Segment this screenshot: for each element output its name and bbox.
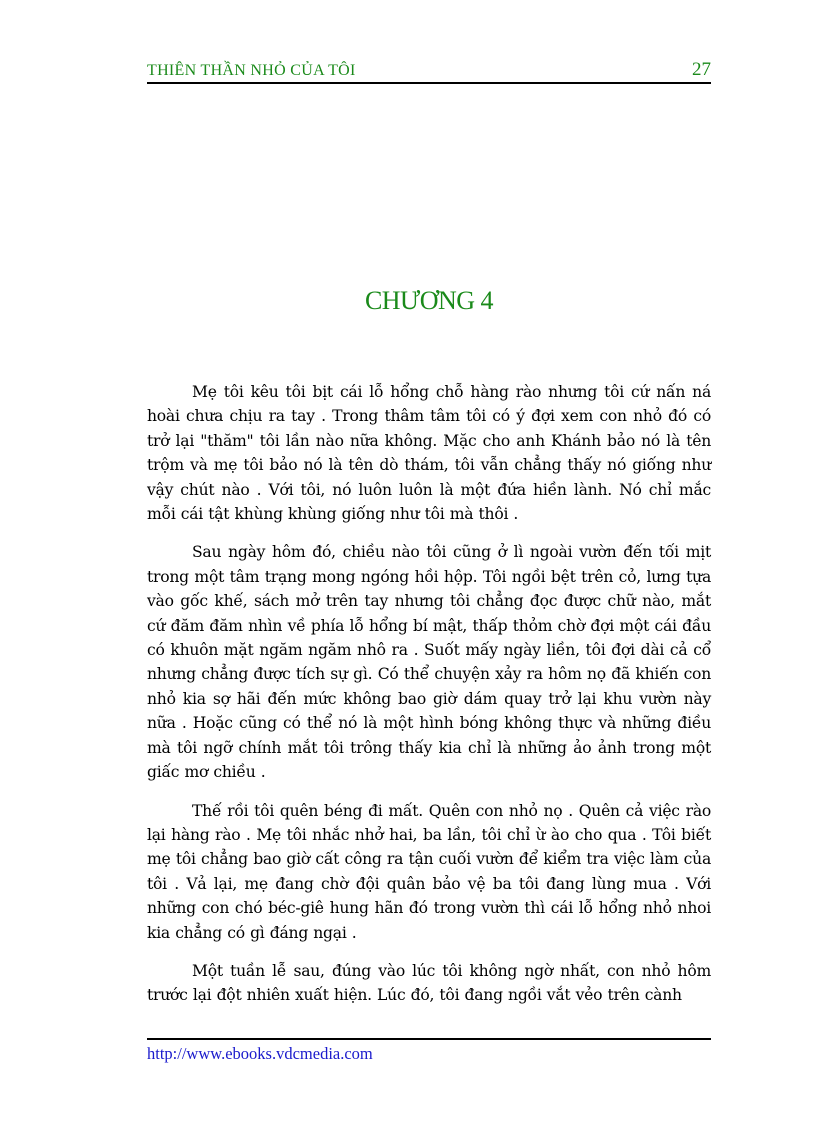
paragraph: Một tuần lễ sau, đúng vào lúc tôi không ngờ nhất, con nhỏ hôm trước lại đột nhiên xuất hiện. Lúc đó, tôi đang ngồi vắt vẻo trên cành <box>147 961 711 1005</box>
book-title: THIÊN THẦN NHỎ CỦA TÔI <box>147 62 356 79</box>
website-link[interactable]: http://www.ebooks.vdcmedia.com <box>147 1044 373 1063</box>
paragraph: Sau ngày hôm đó, chiều nào tôi cũng ở lì ngoài vườn đến tối mịt trong một tâm trạng mong ngóng hồi hộp. Tôi ngồi bệt trên cỏ, lưng tựa vào gốc khế, sách mở trên tay nhưng tôi chẳng đọc được chữ nào, mắt cứ đăm đăm nhìn về phía lỗ hổng bí mật, thấp thỏm chờ đợi một cái đầu có khuôn mặt ngăm ngăm nhô ra . Suốt mấy ngày liền, tôi đợi dài cả cổ nhưng chẳng được tích sự gì. Có thể chuyện xảy ra hôm nọ đã khiến con nhỏ kia sợ hãi đến mức không bao giờ dám quay trở lại khu vườn này nữa . Hoặc cũng có thể nó là một hình bóng không thực và những điều mà tôi ngỡ chính mắt tôi trông thấy kia chỉ là những ảo ảnh trong một giấc mơ chiều . <box>147 543 711 782</box>
body-text <box>147 380 711 1022</box>
paragraph: Mẹ tôi kêu tôi bịt cái lỗ hổng chỗ hàng rào nhưng tôi cứ nấn ná hoài chưa chịu ra tay . Trong thâm tâm tôi có ý đợi xem con nhỏ đó có trở lại "thăm" tôi lần nào nữa không. Mặc cho anh Khánh bảo nó là tên trộm và mẹ tôi bảo nó là tên dò thám, tôi vẫn chẳng thấy nó giống như vậy chút nào . Với tôi, nó luôn luôn là một đứa hiền lành. Nó chỉ mắc mỗi cái tật khùng khùng giống như tôi mà thôi . <box>147 383 711 524</box>
paragraph: Thế rồi tôi quên béng đi mất. Quên con nhỏ nọ . Quên cả việc rào lại hàng rào . Mẹ tôi nhắc nhở hai, ba lần, tôi chỉ ừ ào cho qua . Tôi biết mẹ tôi chẳng bao giờ cất công ra tận cuối vườn để kiểm tra việc làm của tôi . Vả lại, mẹ đang chờ đội quân bảo vệ ba tôi đang lùng mua . Với những con chó béc-giê hung hãn đó trong vườn thì cái lỗ hổng nhỏ nhoi kia chẳng có gì đáng ngại . <box>147 801 711 942</box>
page-header <box>147 58 711 84</box>
chapter-title: CHƯƠNG 4 <box>364 286 494 315</box>
page-number: 27 <box>692 59 711 80</box>
page-footer <box>147 1038 711 1063</box>
